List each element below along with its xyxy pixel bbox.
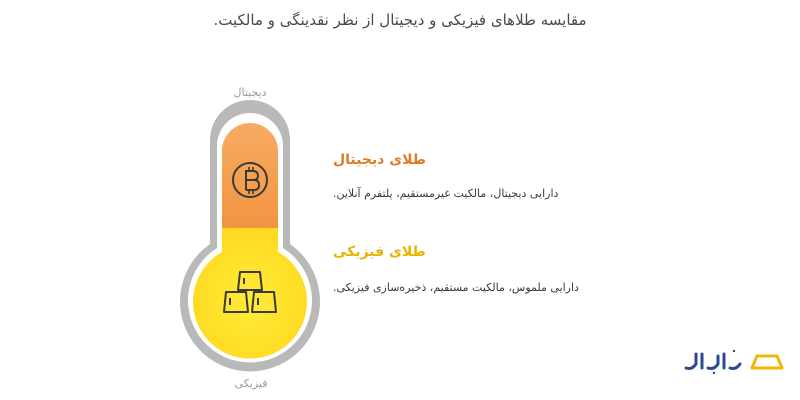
digital-gold-description: دارایی دیجیتال، مالکیت غیرمستقیم، پلتفرم آنلاین. <box>333 187 559 200</box>
scale-label-bottom: فیزیکی <box>234 377 268 390</box>
physical-gold-description: دارایی ملموس، مالکیت مستقیم، ذخیره‌سازی فیزیکی. <box>333 281 579 294</box>
zarbana-logo <box>684 346 784 376</box>
zarbana-logo-icon <box>752 356 782 368</box>
physical-gold-title: طلای فیزیکی <box>333 244 426 260</box>
zarbana-logo-text <box>686 350 740 374</box>
digital-gold-title: طلای دیجیتال <box>333 152 426 168</box>
scale-label-top: دیجیتال <box>233 86 267 99</box>
digital-fill <box>222 123 278 228</box>
page-title: مقایسه طلاهای فیزیکی و دیجیتال از نظر نقدینگی و مالکیت. <box>213 11 587 29</box>
